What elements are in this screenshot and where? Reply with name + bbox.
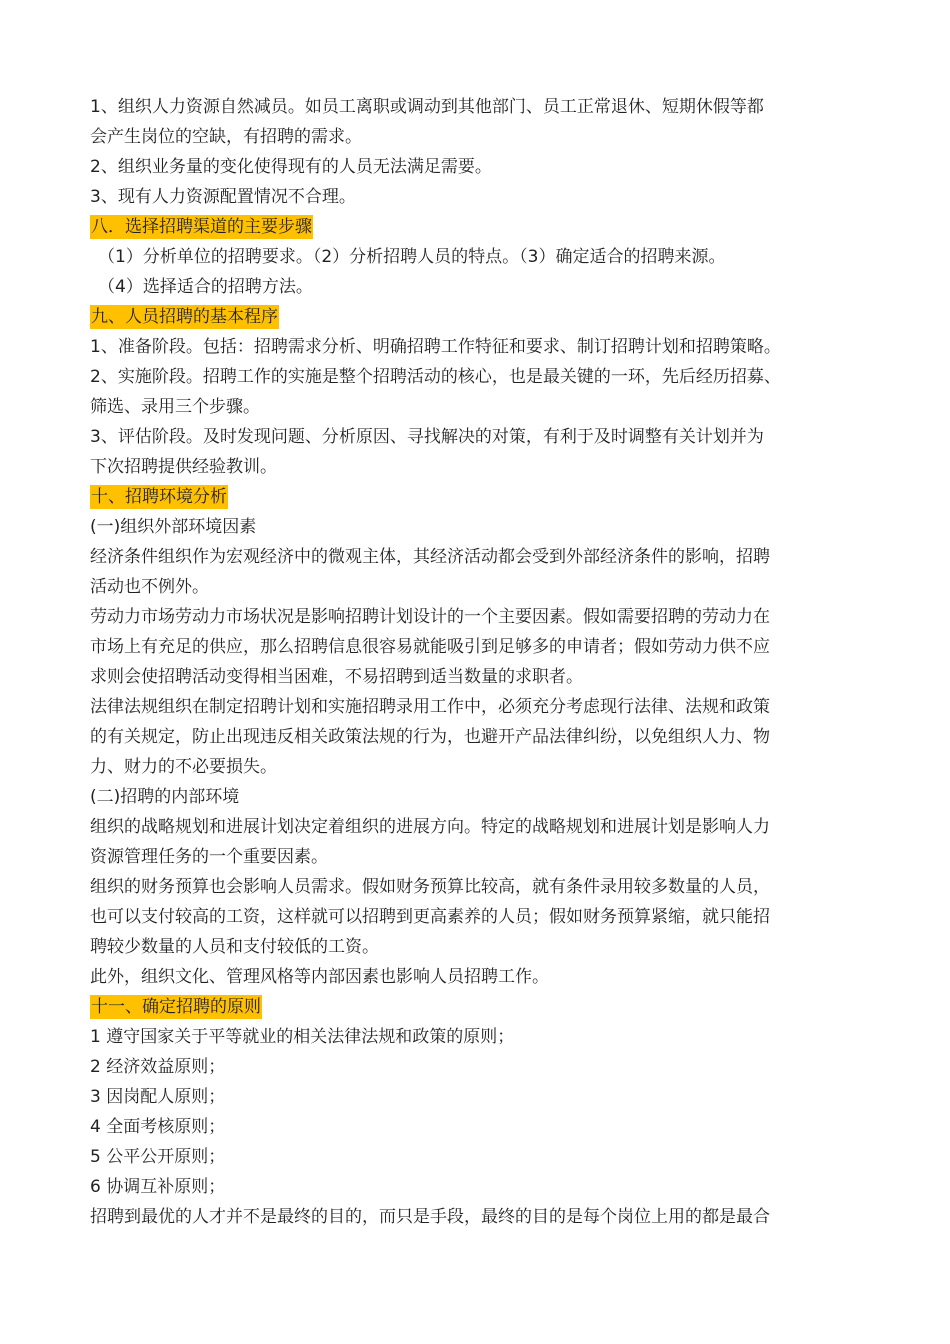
line-text: 1、准备阶段。包括：招聘需求分析、明确招聘工作特征和要求、制订招聘计划和招聘策略。: [90, 337, 781, 357]
paragraph-line: [90, 392, 870, 422]
line-text: 6 协调互补原则；: [90, 1177, 226, 1197]
section-heading: 十、招聘环境分析: [91, 487, 227, 507]
line-text: 也可以支付较高的工资，这样就可以招聘到更高素养的人员；假如财务预算紧缩，就只能招: [90, 907, 770, 927]
line-text: 法律法规组织在制定招聘计划和实施招聘录用工作中，必须充分考虑现行法律、法规和政策: [90, 697, 770, 717]
line-text: 5 公平公开原则；: [90, 1147, 226, 1167]
line-text: 的有关规定，防止出现违反相关政策法规的行为，也避开产品法律纠纷，以免组织人力、物: [90, 727, 770, 747]
paragraph-line: [90, 542, 870, 572]
paragraph-line: [90, 1172, 870, 1202]
paragraph-line: [90, 902, 870, 932]
paragraph-line: [90, 572, 870, 602]
paragraph-line: [90, 122, 870, 152]
paragraph-line: [90, 422, 870, 452]
section-heading: 十一、确定招聘的原则: [91, 997, 261, 1017]
paragraph-line: [90, 782, 870, 812]
line-text: 资源管理任务的一个重要因素。: [90, 847, 328, 867]
line-text: 聘较少数量的人员和支付较低的工资。: [90, 937, 379, 957]
paragraph-line: [90, 872, 870, 902]
paragraph-line: [90, 242, 870, 272]
line-text: 1 遵守国家关于平等就业的相关法律法规和政策的原则；: [90, 1027, 515, 1047]
line-text: 求则会使招聘活动变得相当困难，不易招聘到适当数量的求职者。: [90, 667, 583, 687]
section-heading-line: [90, 482, 870, 512]
paragraph-line: [90, 1052, 870, 1082]
paragraph-line: [90, 1202, 870, 1232]
paragraph-line: [90, 452, 870, 482]
line-text: 2 经济效益原则；: [90, 1057, 226, 1077]
line-text: 筛选、录用三个步骤。: [90, 397, 260, 417]
line-text: 会产生岗位的空缺，有招聘的需求。: [90, 127, 362, 147]
line-text: （1）分析单位的招聘要求。（2）分析招聘人员的特点。（3）确定适合的招聘来源。: [98, 247, 726, 267]
paragraph-line: [90, 1142, 870, 1172]
line-text: 3、评估阶段。及时发现问题、分析原因、寻找解决的对策，有利于及时调整有关计划并为: [90, 427, 764, 447]
paragraph-line: [90, 752, 870, 782]
paragraph-line: [90, 92, 870, 122]
line-text: (一)组织外部环境因素: [90, 517, 257, 537]
paragraph-line: [90, 1022, 870, 1052]
section-heading-line: [90, 992, 870, 1022]
line-text: 市场上有充足的供应，那么招聘信息很容易就能吸引到足够多的申请者；假如劳动力供不应: [90, 637, 770, 657]
paragraph-line: [90, 812, 870, 842]
line-text: 经济条件组织作为宏观经济中的微观主体，其经济活动都会受到外部经济条件的影响，招聘: [90, 547, 770, 567]
line-text: （4）选择适合的招聘方法。: [98, 277, 313, 297]
line-text: 组织的财务预算也会影响人员需求。假如财务预算比较高，就有条件录用较多数量的人员，: [90, 877, 770, 897]
line-text: 下次招聘提供经验教训。: [90, 457, 277, 477]
section-heading-line: [90, 302, 870, 332]
paragraph-line: [90, 272, 870, 302]
line-text: 活动也不例外。: [90, 577, 209, 597]
line-text: 劳动力市场劳动力市场状况是影响招聘计划设计的一个主要因素。假如需要招聘的劳动力在: [90, 607, 770, 627]
document-page: [90, 92, 870, 1232]
line-text: 4 全面考核原则；: [90, 1117, 226, 1137]
line-text: 1、组织人力资源自然减员。如员工离职或调动到其他部门、员工正常退休、短期休假等都: [90, 97, 764, 117]
paragraph-line: [90, 332, 870, 362]
line-text: 招聘到最优的人才并不是最终的目的，而只是手段，最终的目的是每个岗位上用的都是最合: [90, 1207, 770, 1227]
section-heading: 九、人员招聘的基本程序: [91, 307, 278, 327]
paragraph-line: [90, 662, 870, 692]
section-heading: 八．选择招聘渠道的主要步骤: [91, 217, 312, 237]
paragraph-line: [90, 932, 870, 962]
paragraph-line: [90, 1112, 870, 1142]
line-text: 力、财力的不必要损失。: [90, 757, 277, 777]
paragraph-line: [90, 602, 870, 632]
line-text: 2、实施阶段。招聘工作的实施是整个招聘活动的核心，也是最关键的一环，先后经历招募、: [90, 367, 781, 387]
paragraph-line: [90, 632, 870, 662]
paragraph-line: [90, 692, 870, 722]
paragraph-line: [90, 722, 870, 752]
line-text: 3 因岗配人原则；: [90, 1087, 226, 1107]
paragraph-line: [90, 842, 870, 872]
paragraph-line: [90, 182, 870, 212]
line-text: 组织的战略规划和进展计划决定着组织的进展方向。特定的战略规划和进展计划是影响人力: [90, 817, 770, 837]
line-text: 此外，组织文化、管理风格等内部因素也影响人员招聘工作。: [90, 967, 549, 987]
paragraph-line: [90, 962, 870, 992]
line-text: 2、组织业务量的变化使得现有的人员无法满足需要。: [90, 157, 492, 177]
paragraph-line: [90, 362, 870, 392]
paragraph-line: [90, 1082, 870, 1112]
line-text: (二)招聘的内部环境: [90, 787, 240, 807]
line-text: 3、现有人力资源配置情况不合理。: [90, 187, 356, 207]
paragraph-line: [90, 152, 870, 182]
section-heading-line: [90, 212, 870, 242]
paragraph-line: [90, 512, 870, 542]
